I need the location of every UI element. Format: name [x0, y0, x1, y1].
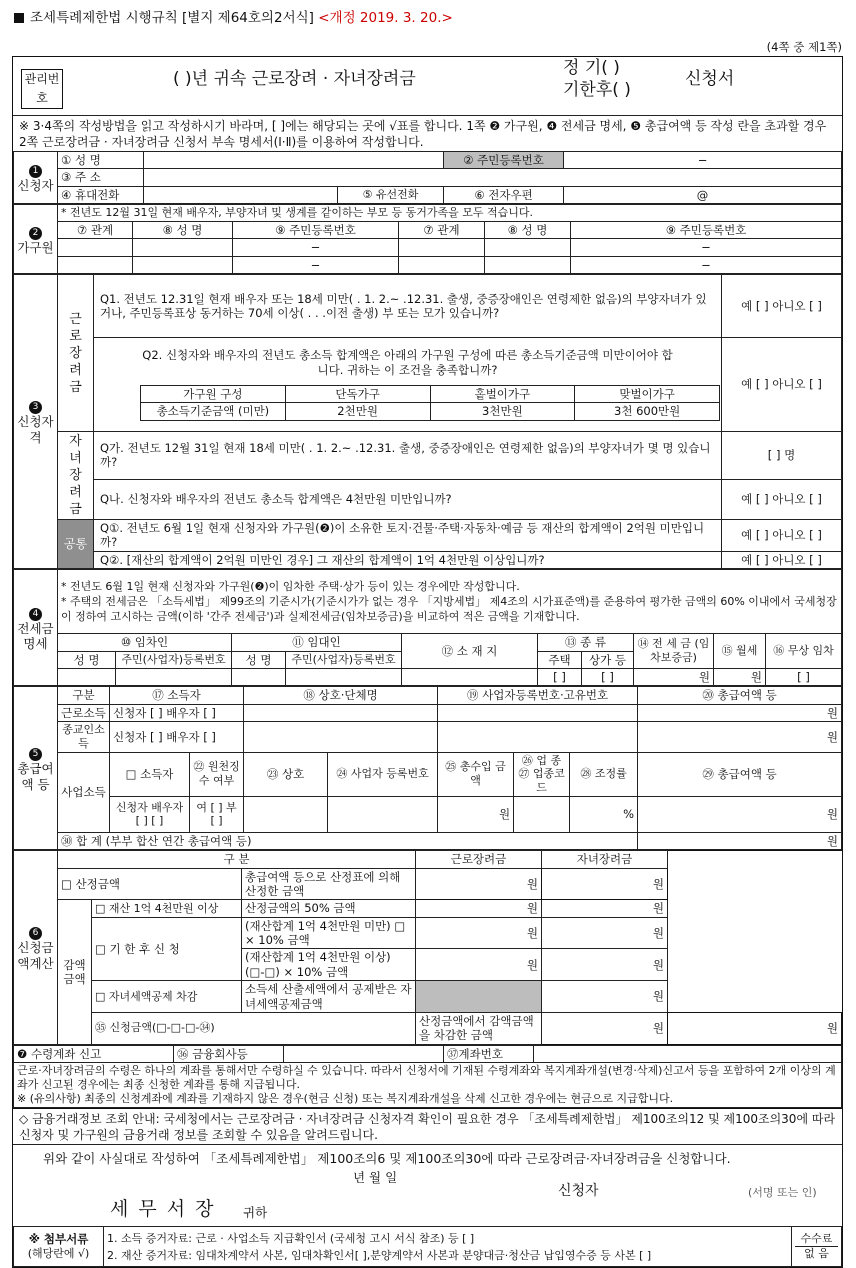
member-rrn-header: ⑨ 주민등록번호: [233, 221, 399, 238]
landlord-rrn-header: 주민(사업자)등록번호: [286, 651, 402, 668]
calc-work-field[interactable]: 원: [416, 868, 542, 900]
labor-income-label: 근로소득: [58, 704, 110, 721]
final-child-field[interactable]: 원: [668, 1012, 842, 1044]
member-name-header: ⑧ 성 명: [133, 221, 233, 238]
tbl-h1: 단독가구: [285, 386, 430, 403]
landlord-name-header: 성 명: [232, 651, 286, 668]
trade2-header: ㉓ 상호: [244, 752, 328, 796]
q1-yes-no[interactable]: 예 [ ] 아니오 [ ]: [722, 275, 842, 338]
reduce-1-child[interactable]: 원: [542, 900, 668, 917]
tax-office: 세 무 서 장: [110, 1198, 216, 1220]
attachments-section: [13, 1226, 842, 1267]
reduce-2b-desc: (재산합계 1억 4천만원 이상) (□-□) × 10% 금액: [242, 949, 416, 981]
final-amount-desc: 산정금액에서 감액금액을 차감한 금액: [416, 1012, 542, 1044]
industry-header: ㉖ 업 종 ㉗ 업종코드: [514, 752, 570, 796]
question-1: Q1. 전년도 12.31일 현재 배우자 또는 18세 미만( . 1. 2.~ .12.31. 출생, 중증장애인은 연령제한 없음)의 부양자녀가 있거나, 주민등록표상 동거하는 70세 이상( . . .이전 출생) 부 또는 모가 있습니까?: [94, 275, 722, 338]
account-section: [13, 1045, 842, 1108]
monthly-field[interactable]: 원: [714, 668, 766, 685]
relation-field-3[interactable]: [58, 256, 133, 273]
free-header: ⑯ 무상 임차: [766, 634, 842, 669]
member-rrn-field-2[interactable]: −: [571, 239, 842, 256]
declaration-area: [13, 1144, 842, 1226]
deposit-header: ⑭ 전 세 금 (임차보증금): [634, 634, 714, 669]
child-incentive-label: 자녀장려금: [58, 432, 94, 520]
income-label: 5 총급여액 등: [14, 687, 58, 850]
reduce-2b-child[interactable]: 원: [542, 949, 668, 981]
relation-field-2[interactable]: [399, 239, 485, 256]
reduce-2a-child[interactable]: 원: [542, 917, 668, 949]
reduce-3-label: □ 자녀세액공제 차감: [92, 981, 242, 1013]
member-rrn-field-4[interactable]: −: [571, 256, 842, 273]
landlord-rrn-field[interactable]: [286, 668, 402, 685]
lease-label: 4 전세금명세: [14, 570, 58, 686]
tbl-h3: 맞벌이가구: [575, 386, 720, 403]
relation-header: ⑦ 관계: [58, 221, 133, 238]
question-c1: Q①. 전년도 6월 1일 현재 신청자와 가구원(❷)이 소유한 토지·건물·주택·자동차·예금 등 재산의 합계액이 2억원 미만입니까?: [94, 520, 722, 552]
religion-income-label: 종교인소득: [58, 722, 110, 753]
applicant-section: [13, 151, 842, 204]
mobile-field[interactable]: [144, 186, 338, 203]
income-amount-header: ㉕ 총수입 금액: [438, 752, 514, 796]
religion-bizno-field[interactable]: [438, 722, 638, 753]
biz-earner-checkbox[interactable]: 신청자 배우자 [ ] [ ]: [110, 796, 190, 832]
attachment-1[interactable]: 1. 소득 증거자료: 근로 · 사업소득 지급확인서 (국세청 고시 서식 참조) 등 [ ]: [107, 1231, 475, 1245]
member-name-field-3[interactable]: [133, 256, 233, 273]
child-amount-header: 자녀장려금: [542, 851, 668, 868]
tenant-header: ⑩ 임차인: [58, 634, 232, 651]
income-gubun-header: 구분: [58, 687, 110, 704]
question-2: Q2. 신청자와 배우자의 전년도 총소득 합계액은 아래의 가구원 구성에 따른 총소득기준금액 미만이어야 합니다. 귀하는 이 조건을 충족합니까?: [142, 348, 673, 377]
withhold-header: ㉒ 원천징수 여부: [190, 752, 244, 796]
attachments-label: ※ 첨부서류 (해당란에 √): [14, 1227, 104, 1267]
applicant-sign-label: 신청자: [558, 1183, 599, 1199]
household-section: [13, 204, 842, 274]
tenant-name-header: 성 명: [58, 651, 116, 668]
location-field[interactable]: [402, 668, 538, 685]
relation-field[interactable]: [58, 239, 133, 256]
account-number-label: ㊲계좌번호: [444, 1045, 534, 1062]
labor-trade-field[interactable]: [244, 704, 438, 721]
form-title-area: [13, 57, 842, 115]
member-name-header-2: ⑧ 성 명: [485, 221, 571, 238]
qa-count[interactable]: [ ] 명: [722, 432, 842, 480]
application-form: [12, 56, 843, 1268]
reduce-label: 감액금액: [58, 900, 92, 1044]
house-header: 주택: [538, 651, 582, 668]
monthly-header: ⑮ 월세: [714, 634, 766, 669]
email-field[interactable]: @: [564, 186, 842, 203]
biz-trade-field[interactable]: [244, 796, 328, 832]
tenant-rrn-field[interactable]: [116, 668, 232, 685]
sign-hint[interactable]: (서명 또는 인): [748, 1186, 817, 1199]
store-checkbox[interactable]: [ ]: [582, 668, 634, 685]
management-number-box: 관리번호: [21, 69, 63, 109]
religion-trade-field[interactable]: [244, 722, 438, 753]
household-label: 2 가구원: [14, 205, 58, 274]
tbl-h0: 가구원 구성: [141, 386, 286, 403]
member-rrn-header-2: ⑨ 주민등록번호: [571, 221, 842, 238]
tbl-v2: 3천만원: [430, 403, 575, 420]
income-sum-label: ㉚ 합 계 (부부 합산 연간 총급여액 등): [58, 832, 638, 849]
location-header: ⑫ 소 재 지: [402, 634, 538, 669]
work-amount-header: 근로장려금: [416, 851, 542, 868]
qb-yes-no[interactable]: 예 [ ] 아니오 [ ]: [722, 479, 842, 519]
page-number: (4쪽 중 제1쪽): [766, 40, 842, 54]
bizno2-header: ㉔ 사업자 등록번호: [328, 752, 438, 796]
calc-child-field[interactable]: 원: [542, 868, 668, 900]
withhold-checkbox[interactable]: 여 [ ] 부 [ ]: [190, 796, 244, 832]
question-2-cell: [94, 338, 722, 432]
lease-section: [13, 569, 842, 686]
calc-gubun-header: 구 분: [58, 851, 416, 868]
reduce-2a-work[interactable]: 원: [416, 917, 542, 949]
reduce-3-child[interactable]: 원: [542, 981, 668, 1013]
industry-field[interactable]: [514, 796, 570, 832]
reduce-3-desc: 소득세 산출세액에서 공제받은 자녀세액공제금액: [242, 981, 416, 1013]
final-work-field[interactable]: 원: [542, 1012, 668, 1044]
tbl-h2: 홑벌이가구: [430, 386, 575, 403]
relation-header-2: ⑦ 관계: [399, 221, 485, 238]
lease-notes: * 전년도 6월 1일 현재 신청자와 가구원(❷)이 임차한 주택·상가 등이 있는 경우에만 작성합니다. * 주택의 전세금은 「소득세법」 제99조의 기준시가(기준시가가 없는 경우 「지방세법」 제4조의 시가표준액)를 준용하여 평가한 금액의 60% 이내에서 국세청장이 정하여 고시하는 금액(이하 '간주 전세금')과 실제전세금(임차보증금)을 비교하여 적은 금액을 기재합니다.: [58, 570, 842, 634]
biz-income-field[interactable]: 원: [438, 796, 514, 832]
trade-header: ⑱ 상호·단체명: [244, 687, 438, 704]
house-checkbox[interactable]: [ ]: [538, 668, 582, 685]
calc-amount-label: □ 산정금액: [58, 868, 242, 900]
bank-label: ㊱ 금융회사등: [174, 1045, 284, 1062]
type-header: ⑬ 종 류: [538, 634, 634, 651]
question-b: Q나. 신청자와 배우자의 전년도 총소득 합계액은 4천만원 미만입니까?: [94, 479, 722, 519]
adjust-field[interactable]: %: [570, 796, 638, 832]
revision-date: <개정 2019. 3. 20.>: [318, 10, 453, 26]
religion-earner-checkbox[interactable]: 신청자 [ ] 배우자 [ ]: [110, 722, 244, 753]
adjust-header: ㉘ 조정률: [570, 752, 638, 796]
reduce-1-desc: 산정금액의 50% 금액: [242, 900, 416, 917]
biz-earner-header: □ 소득자: [110, 752, 190, 796]
total2-header: ㉙ 총급여액 등: [638, 752, 842, 796]
labor-earner-checkbox[interactable]: 신청자 [ ] 배우자 [ ]: [110, 704, 244, 721]
tenant-rrn-header: 주민(사업자)등록번호: [116, 651, 232, 668]
form-title-left: ( )년 귀속 근로장려 · 자녀장려금: [173, 69, 416, 89]
address-label: ③ 주 소: [58, 169, 144, 186]
square-bullet-icon: [14, 13, 24, 23]
member-rrn-field-3[interactable]: −: [233, 256, 399, 273]
attachment-2[interactable]: 2. 재산 증거자료: 임대차계약서 사본, 임대차확인서[ ],분양계약서 사본과 분양대금·청산금 납입영수증 등 사본 [ ]: [107, 1248, 652, 1262]
fee-box: 수수료 없 음: [792, 1227, 842, 1267]
tbl-v1: 2천만원: [285, 403, 430, 420]
calculation-section: [13, 850, 842, 1045]
tenant-name-field[interactable]: [58, 668, 116, 685]
landlord-header: ⑪ 임대인: [232, 634, 402, 651]
phone-label: ⑤ 유선전화: [338, 186, 444, 203]
applicant-label: 1 신청자: [14, 152, 58, 204]
member-name-field[interactable]: [133, 239, 233, 256]
q2-yes-no[interactable]: 예 [ ] 아니오 [ ]: [722, 338, 842, 432]
account-label: ❼ 수령계좌 신고: [14, 1045, 174, 1062]
member-name-field-4[interactable]: [485, 256, 571, 273]
form-header-line: [0, 0, 856, 44]
common-label: 공통: [58, 520, 94, 569]
calculation-label: 6 신청금액계산: [14, 851, 58, 1045]
member-name-field-2[interactable]: [485, 239, 571, 256]
account-notes: 근로·자녀장려금의 수령은 하나의 계좌를 통해서만 수령하실 수 있습니다. 따라서 신청서에 기재된 수령계좌와 복지계좌개설(변경·삭제)신고서 등을 포함하여 2개 이상의 계좌가 신고된 경우에는 최종 신청한 계좌를 통해 지급됩니다. ※ (유의사항) 최종의 신청계좌에 계좌를 기재하지 않은 경우(현금 신청) 또는 복지계좌개설을 삭제 신고한 경우에는 현금으로 지급합니다.: [14, 1063, 842, 1108]
total-header: ⑳ 총급여액 등: [638, 687, 842, 704]
email-label: ⑥ 전자우편: [444, 186, 564, 203]
declaration-text: 위와 같이 사실대로 작성하여 「조세특례제한법」 제100조의6 및 제100조의30에 따라 근로장려금·자녀장려금을 신청합니다.: [43, 1151, 731, 1166]
qc1-yes-no[interactable]: 예 [ ] 아니오 [ ]: [722, 520, 842, 552]
relation-field-4[interactable]: [399, 256, 485, 273]
reduce-3-work-disabled: [416, 981, 542, 1013]
qc2-yes-no[interactable]: 예 [ ] 아니오 [ ]: [722, 551, 842, 568]
finance-info-note: ◇ 금융거래정보 조회 안내: 국세청에서는 근로장려금 · 자녀장려금 신청자격 확인이 필요한 경우 「조세특례제한법」 제100조의12 및 제100조의30에 따라 신청자 및 가구원의 금융거래 정보를 조회할 수 있음을 알려드립니다.: [13, 1108, 842, 1144]
rrn-field[interactable]: −: [564, 152, 842, 169]
reduce-2-label: □ 기 한 후 신 청: [92, 917, 242, 981]
address-field[interactable]: [144, 169, 842, 186]
form-title-type: 정 기( ) 기한후( ): [563, 58, 631, 100]
reduce-2b-work[interactable]: 원: [416, 949, 542, 981]
store-header: 상가 등: [582, 651, 634, 668]
date-line: 년 월 일: [353, 1170, 398, 1185]
name-label: ① 성 명: [58, 152, 144, 169]
religion-total-field[interactable]: 원: [638, 722, 842, 753]
attachments-list: [104, 1227, 792, 1267]
earner-header: ⑰ 소득자: [110, 687, 244, 704]
honorific: 귀하: [243, 1205, 268, 1220]
household-note: * 전년도 12월 31일 현재 배우자, 부양자녀 및 생계를 같이하는 부모 등 동거가족을 모두 적습니다.: [58, 205, 842, 222]
business-income-label: 사업소득: [58, 752, 110, 832]
form-title-right: 신청서: [685, 69, 735, 89]
question-c2: Q②. [재산의 합계액이 2억원 미만인 경우] 그 재산의 합계액이 1억 4천만원 이상입니까?: [94, 551, 722, 568]
income-section: [13, 686, 842, 850]
account-number-field[interactable]: [534, 1045, 842, 1062]
calc-amount-desc: 총급여액 등으로 산정표에 의해 산정한 금액: [242, 868, 416, 900]
reduce-2a-desc: (재산합계 1억 4천만원 미만) □ × 10% 금액: [242, 917, 416, 949]
landlord-name-field[interactable]: [232, 668, 286, 685]
tbl-v3: 3천 600만원: [575, 403, 720, 420]
form-law-title: 조세특례제한법 시행규칙 [별지 제64호의2서식]: [30, 10, 314, 26]
tbl-v0: 총소득기준금액 (미만): [141, 403, 286, 420]
bizno-header: ⑲ 사업자등록번호·고유번호: [438, 687, 638, 704]
eligibility-section: [13, 274, 842, 569]
income-threshold-table: [140, 385, 720, 421]
income-sum-field[interactable]: 원: [638, 832, 842, 849]
biz-bizno-field[interactable]: [328, 796, 438, 832]
member-rrn-field[interactable]: −: [233, 239, 399, 256]
rrn-label: ② 주민등록번호: [444, 152, 564, 169]
question-a: Q가. 전년도 12월 31일 현재 18세 미만( . 1. 2.~ .12.31. 출생, 중증장애인은 연령제한 없음)의 부양자녀가 몇 명 있습니까?: [94, 432, 722, 480]
bank-field[interactable]: [284, 1045, 444, 1062]
work-incentive-label: 근로장려금: [58, 275, 94, 432]
eligibility-label: 3 신청자격: [14, 275, 58, 569]
instruction-note: ※ 3·4쪽의 작성방법을 읽고 작성하시기 바라며, [ ]에는 해당되는 곳에 √표를 합니다. 1쪽 ❷ 가구원, ❹ 전세금 명세, ❺ 총급여액 등 작성 란을 초과할 경우 2쪽 근로장려금 · 자녀장려금 신청서 부속 명세서(Ⅰ·Ⅱ)를 이용하여 작성합니다.: [13, 115, 842, 151]
reduce-1-label: □ 재산 1억 4천만원 이상: [92, 900, 242, 917]
final-amount-label: ㉟ 신청금액(□-□-□-㉞): [92, 1012, 416, 1044]
labor-total-field[interactable]: 원: [638, 704, 842, 721]
deposit-field[interactable]: 원: [634, 668, 714, 685]
reduce-1-work[interactable]: 원: [416, 900, 542, 917]
name-field[interactable]: [144, 152, 444, 169]
free-checkbox[interactable]: [ ]: [766, 668, 842, 685]
labor-bizno-field[interactable]: [438, 704, 638, 721]
biz-total-field[interactable]: 원: [638, 796, 842, 832]
mobile-label: ④ 휴대전화: [58, 186, 144, 203]
